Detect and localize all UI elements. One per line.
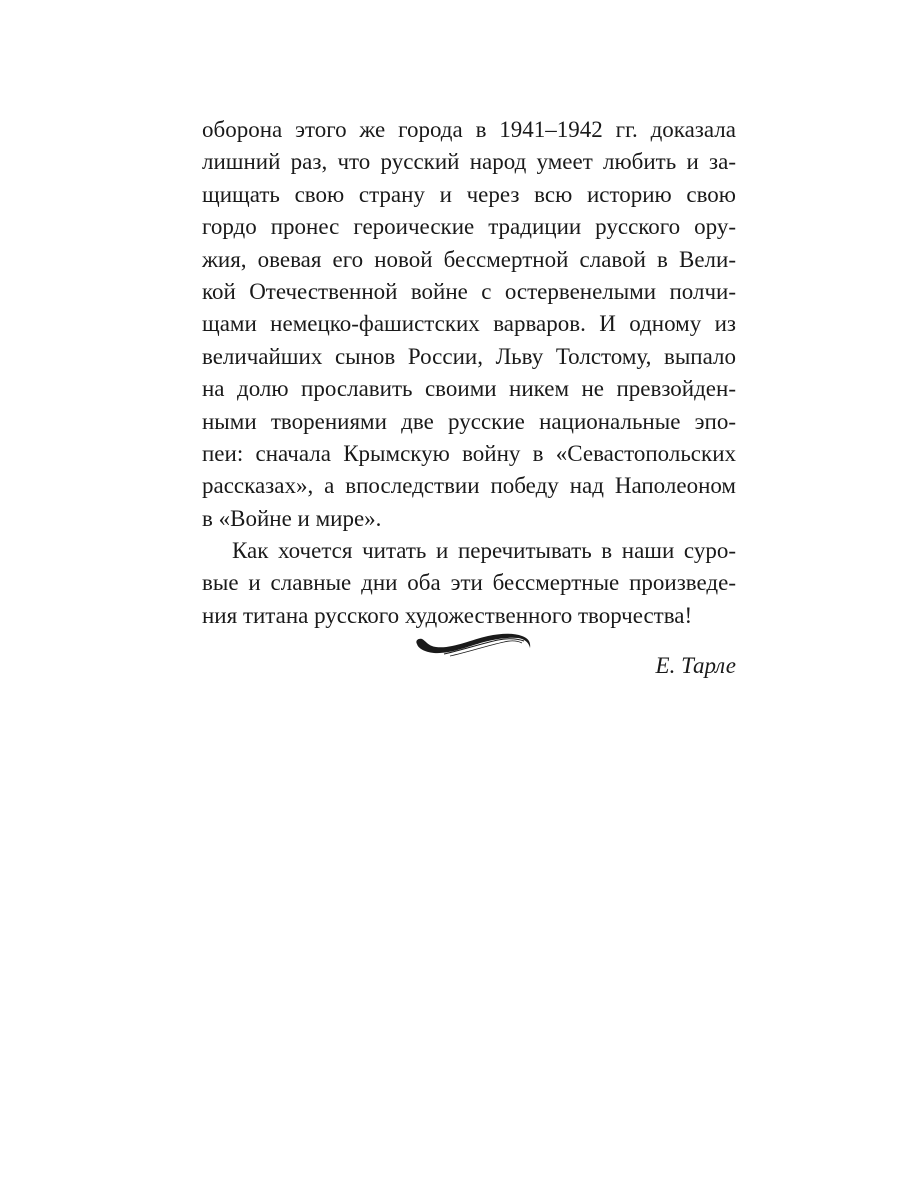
text-line: вые и славные дни оба эти бессмертные произведе-: [202, 570, 736, 596]
page-body: [202, 114, 736, 682]
text-line: в «Войне и мире».: [202, 505, 382, 531]
text-line: рассказах», а впоследствии победу над Наполеоном: [202, 473, 736, 499]
text-line: жия, овевая его новой бессмертной славой в Вели-: [202, 246, 736, 272]
text-line: щищать свою страну и через всю историю свою: [202, 181, 736, 207]
text-line: величайших сынов России, Льву Толстому, выпало: [202, 343, 736, 369]
text-line: лишний раз, что русский народ умеет любить и за-: [202, 149, 736, 175]
paragraph-1: [202, 114, 736, 535]
author-signature: Е. Тарле: [655, 653, 736, 679]
text-line: щами немецко-фашистских варваров. И одному из: [202, 311, 736, 337]
text-line: Как хочется читать и перечитывать в наши суро-: [232, 538, 736, 564]
paragraph-2: [202, 535, 736, 632]
text-line: кой Отечественной войне с остервенелыми полчи-: [202, 278, 736, 304]
text-line: пеи: сначала Крымскую войну в «Севастопольских: [202, 440, 736, 466]
text-line: оборона этого же города в 1941–1942 гг. доказала: [202, 117, 736, 142]
text-line: на долю прославить своими никем не превзойден-: [202, 376, 736, 402]
text-line: ния титана русского художественного творчества!: [202, 602, 693, 628]
text-line: ными творениями две русские национальные эпо-: [202, 408, 736, 434]
text-line: гордо пронес героические традиции русского ору-: [202, 214, 736, 240]
flourish-ornament-icon: [414, 624, 534, 658]
